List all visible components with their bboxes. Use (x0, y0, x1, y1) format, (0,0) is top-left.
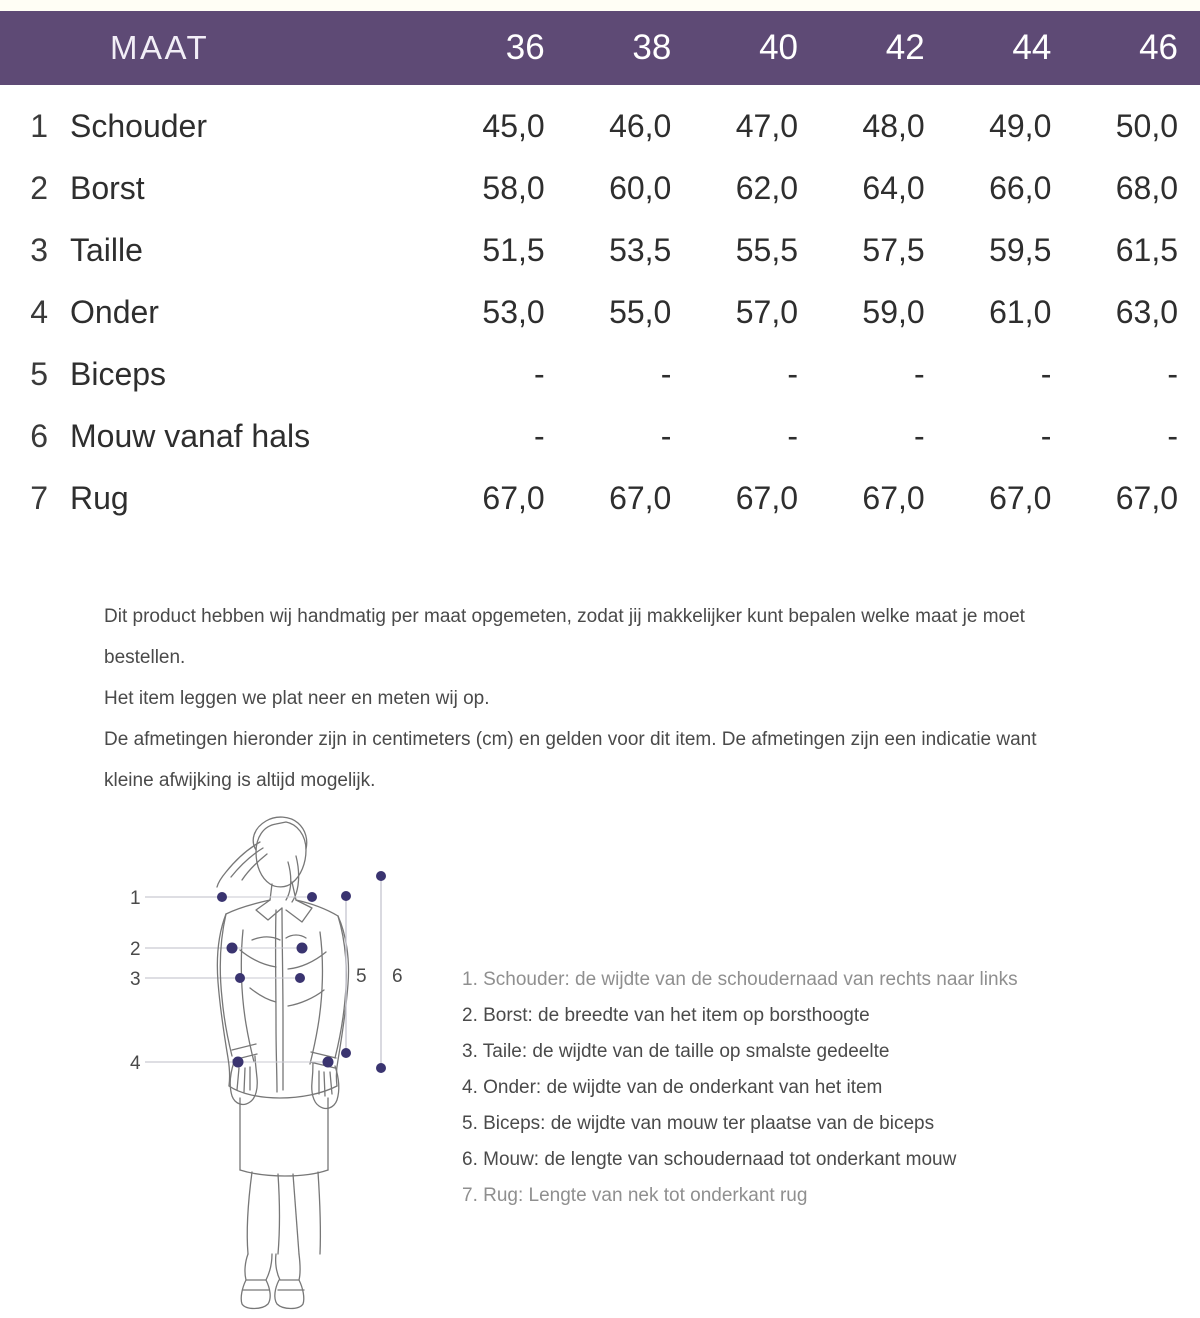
legend-item-7: 7. Rug: Lengte van nek tot onderkant rug (462, 1185, 808, 1206)
cell-value: 55,5 (735, 231, 799, 268)
table-row (0, 281, 1200, 343)
row-values (440, 232, 1200, 269)
measurement-diagram-illustration (100, 810, 460, 1318)
callout-number-labels (130, 888, 403, 1074)
cell-value: - (534, 417, 545, 454)
table-row (0, 95, 1200, 157)
row-values (440, 170, 1200, 207)
size-table-header-bar (0, 11, 1200, 85)
measurement-figure-block (0, 810, 1200, 1318)
row-index: 4 (30, 293, 48, 330)
maat-column-header: MAAT (110, 29, 210, 66)
row-label: Rug (70, 479, 129, 516)
cell-value: 50,0 (1115, 107, 1179, 144)
intro-line-1: Dit product hebben wij handmatig per maat opgemeten, zodat jij makkelijker kunt bepalen welke maat je moet bestellen. (104, 606, 1025, 668)
cell-value: 49,0 (989, 107, 1052, 144)
cell-value: 67,0 (609, 479, 672, 516)
cell-value: 64,0 (862, 169, 925, 206)
size-header-44: 44 (1012, 28, 1052, 67)
cell-value: 67,0 (1115, 479, 1179, 516)
size-header-42: 42 (885, 28, 925, 67)
row-index: 3 (30, 231, 48, 268)
cell-value: 61,0 (989, 293, 1052, 330)
cell-value: - (787, 417, 799, 454)
cell-value: - (914, 355, 925, 392)
cell-value: - (1167, 417, 1179, 454)
size-column-headers (440, 11, 1200, 85)
cell-value: 62,0 (735, 169, 799, 206)
callout-label-4: 4 (130, 1053, 141, 1074)
measurement-legend-list (462, 962, 1082, 1252)
size-header-46: 46 (1139, 28, 1179, 67)
row-label: Taille (70, 231, 143, 268)
cell-value: - (914, 417, 925, 454)
cell-value: 55,0 (609, 293, 672, 330)
cell-value: 53,0 (482, 293, 545, 330)
size-header-38: 38 (632, 28, 672, 67)
cell-value: 45,0 (482, 107, 545, 144)
callout-leader-lines (145, 897, 240, 1062)
row-index: 2 (30, 169, 48, 206)
callout-label-6: 6 (392, 966, 403, 987)
cell-value: - (1040, 417, 1052, 454)
cell-value: 58,0 (482, 169, 545, 206)
cell-value: 51,5 (482, 231, 545, 268)
intro-line-3: De afmetingen hieronder zijn in centimeters (cm) en gelden voor dit item. De afmetingen zijn een indicatie want kleine afwijking is altijd mogelijk. (104, 729, 1037, 791)
cell-value: - (787, 355, 799, 392)
cell-value: 57,0 (735, 293, 799, 330)
cell-value: 59,0 (862, 293, 925, 330)
intro-line-2: Het item leggen we plat neer en meten wij op. (104, 688, 490, 709)
row-values (440, 480, 1200, 517)
legend-item-2: 2. Borst: de breedte van het item op borsthoogte (462, 1005, 870, 1026)
row-index: 1 (30, 107, 48, 144)
cell-value: 59,5 (989, 231, 1052, 268)
legend-item-1: 1. Schouder: de wijdte van de schoudernaad van rechts naar links (462, 969, 1018, 990)
row-values (440, 356, 1200, 393)
cell-value: 63,0 (1115, 293, 1179, 330)
row-index: 7 (30, 479, 48, 516)
cell-value: 67,0 (989, 479, 1052, 516)
cell-value: 46,0 (609, 107, 672, 144)
cell-value: 67,0 (735, 479, 799, 516)
cell-value: 67,0 (862, 479, 925, 516)
row-index: 5 (30, 355, 48, 392)
callout-label-1: 1 (130, 888, 141, 909)
row-label: Mouw vanaf hals (70, 417, 311, 454)
cell-value: - (660, 355, 672, 392)
cell-value: - (660, 417, 672, 454)
callout-label-3: 3 (130, 969, 141, 990)
row-values (440, 108, 1200, 145)
cell-value: 57,5 (862, 231, 925, 268)
size-header-36: 36 (505, 28, 545, 67)
cell-value: 67,0 (482, 479, 545, 516)
cell-value: 61,5 (1115, 231, 1179, 268)
row-index: 6 (30, 417, 48, 454)
measurement-intro-text (104, 596, 1084, 801)
measurement-table (0, 95, 1200, 529)
cell-value: 68,0 (1115, 169, 1179, 206)
table-row (0, 467, 1200, 529)
row-label: Borst (70, 169, 145, 206)
cell-value: 53,5 (609, 231, 672, 268)
row-values (440, 294, 1200, 331)
cell-value: 66,0 (989, 169, 1052, 206)
legend-item-6: 6. Mouw: de lengte van schoudernaad tot onderkant mouw (462, 1149, 957, 1170)
row-label: Schouder (70, 107, 207, 144)
callout-label-5: 5 (356, 966, 367, 987)
top-decorative-strip (0, 0, 1200, 11)
cell-value: 47,0 (735, 107, 799, 144)
size-header-40: 40 (759, 28, 799, 67)
row-values (440, 418, 1200, 455)
row-label: Biceps (70, 355, 167, 392)
cell-value: 48,0 (862, 107, 925, 144)
cell-value: 60,0 (609, 169, 672, 206)
cell-value: - (1167, 355, 1179, 392)
legend-item-5: 5. Biceps: de wijdte van mouw ter plaatse van de biceps (462, 1113, 935, 1134)
legend-item-4: 4. Onder: de wijdte van de onderkant van het item (462, 1077, 883, 1098)
callout-label-2: 2 (130, 939, 141, 960)
table-row (0, 405, 1200, 467)
table-row (0, 157, 1200, 219)
cell-value: - (1040, 355, 1052, 392)
table-row (0, 343, 1200, 405)
legend-item-3: 3. Taile: de wijdte van de taille op smalste gedeelte (462, 1041, 890, 1062)
row-label: Onder (70, 293, 159, 330)
cell-value: - (534, 355, 545, 392)
table-row (0, 219, 1200, 281)
